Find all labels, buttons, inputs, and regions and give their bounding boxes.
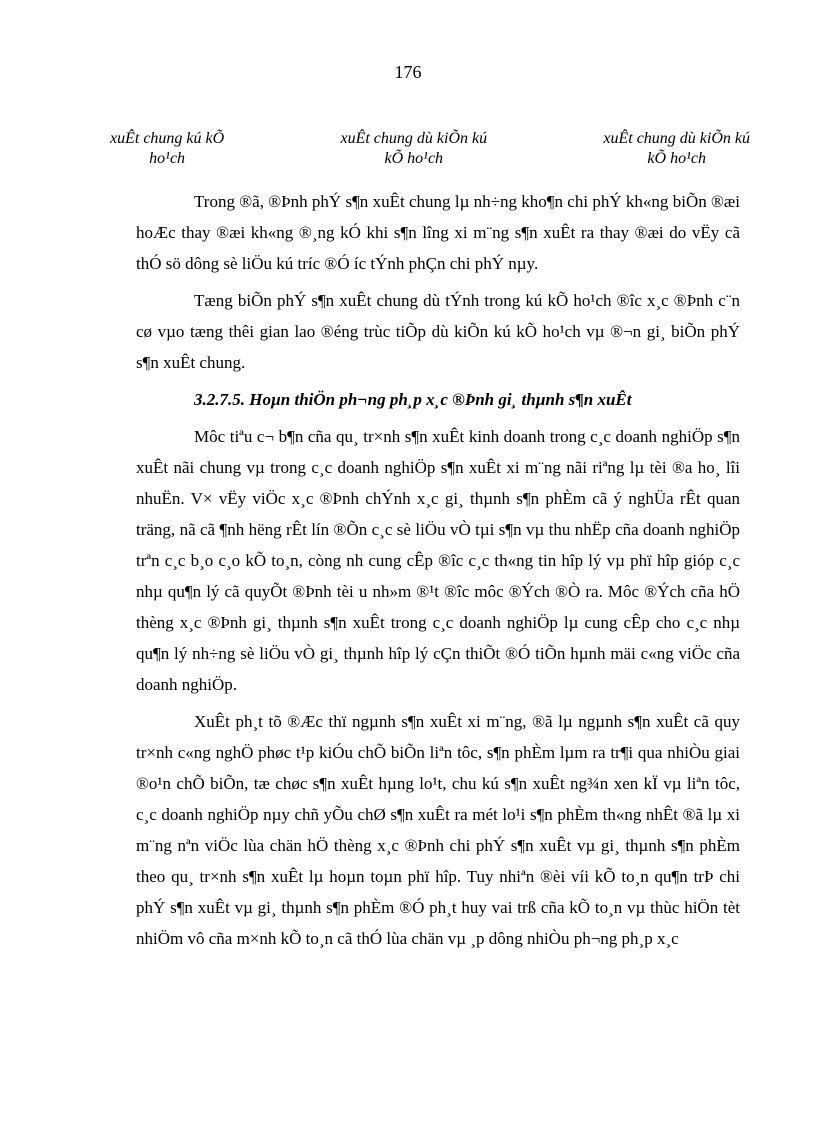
column-heading: xuÊt chung kú kÕ ho¹ch	[110, 130, 225, 167]
page-number: 176	[394, 62, 422, 82]
body-text	[136, 186, 740, 954]
paragraph: XuÊt ph¸t tõ ®Æc thï ngµnh s¶n xuÊt xi m¨ng, ®ã lµ ngµnh s¶n xuÊt cã quy tr×nh c«ng nghÖ phøc t¹p kiÓu chÕ biÕn liªn tôc, s¶n phÈm lµm ra tr¶i qua nhiÒu giai ®o¹n chÕ biÕn, tæ chøc s¶n xuÊt hµng lo¹t, chu kú s¶n xuÊt ng¾n xen kÏ vµ liªn tôc, c¸c doanh nghiÖp nµy chñ yÕu chØ s¶n xuÊt ra mét lo¹i s¶n phÈm th«ng nhÊt ®ã lµ xi m¨ng nªn viÖc lùa chän hÖ thèng x¸c ®Þnh chi phÝ s¶n xuÊt vµ gi¸ thµnh s¶n phÈm theo qu¸ tr×nh s¶n xuÊt lµ hoµn toµn phï hîp. Tuy nhiªn ®èi víi kÕ to¸n qu¶n trÞ chi phÝ s¶n xuÊt vµ gi¸ thµnh s¶n phÈm ®Ó ph¸t huy vai trß cña kÕ to¸n vµ thùc hiÖn tèt nhiÖm vô cña m×nh kÕ to¸n cã thÓ lùa chän vµ ¸p dông nhiÒu ph¬ng ph¸p x¸c	[136, 712, 740, 948]
section-heading: 3.2.7.5. Hoµn thiÖn ph¬ng ph¸p x¸c ®Þnh gi¸ thµnh s¶n xuÊt	[194, 390, 632, 409]
paragraph: Trong ®ã, ®Þnh phÝ s¶n xuÊt chung lµ nh÷ng kho¶n chi phÝ kh«ng biÕn ®æi hoÆc thay ®æi kh«ng ®¸ng kÓ khi s¶n lîng xi m¨ng s¶n xuÊt ra thay ®æi do vËy cã thÓ sö dông sè liÖu kú tríc ®Ó íc tÝnh phÇn chi phÝ nµy.	[136, 192, 740, 273]
paragraph: Môc tiªu c¬ b¶n cña qu¸ tr×nh s¶n xuÊt kinh doanh trong c¸c doanh nghiÖp s¶n xuÊt nãi chung vµ trong c¸c doanh nghiÖp s¶n xuÊt xi m¨ng nãi riªng lµ tèi ®a ho¸ lîi nhuËn. V× vËy viÖc x¸c ®Þnh chÝnh x¸c gi¸ thµnh s¶n phÈm cã ý nghÜa rÊt quan träng, nã cã ¶nh hëng rÊt lín ®Õn c¸c sè liÖu vÒ tµi s¶n vµ thu nhËp cña doanh nghiÖp trªn c¸c b¸o c¸o kÕ to¸n, còng nh cung cÊp ®îc c¸c th«ng tin hîp lý vµ phï hîp gióp c¸c nhµ qu¶n lý cã quyÕt ®Þnh tèi u nh»m ®¹t ®îc môc ®Ých ®Ò ra. Môc ®Ých cña hÖ thèng x¸c ®Þnh gi¸ thµnh s¶n xuÊt trong c¸c doanh nghiÖp lµ cung cÊp cho c¸c nhµ qu¶n lý nh÷ng sè liÖu vÒ gi¸ thµnh hîp lý cÇn thiÕt ®Ó tiÕn hµnh mäi c«ng viÖc cña doanh nghiÖp.	[136, 427, 740, 694]
paragraph: Tæng biÕn phÝ s¶n xuÊt chung dù tÝnh trong kú kÕ ho¹ch ®îc x¸c ®Þnh c¨n cø vµo tæng thêi gian lao ®éng trùc tiÕp dù kiÕn kú kÕ ho¹ch vµ ®¬n gi¸ biÕn phÝ s¶n xuÊt chung.	[136, 291, 740, 372]
column-headings	[110, 129, 750, 169]
column-heading: xuÊt chung dù kiÕn kú kÕ ho¹ch	[603, 130, 750, 167]
column-heading: xuÊt chung dù kiÕn kú kÕ ho¹ch	[340, 130, 488, 167]
